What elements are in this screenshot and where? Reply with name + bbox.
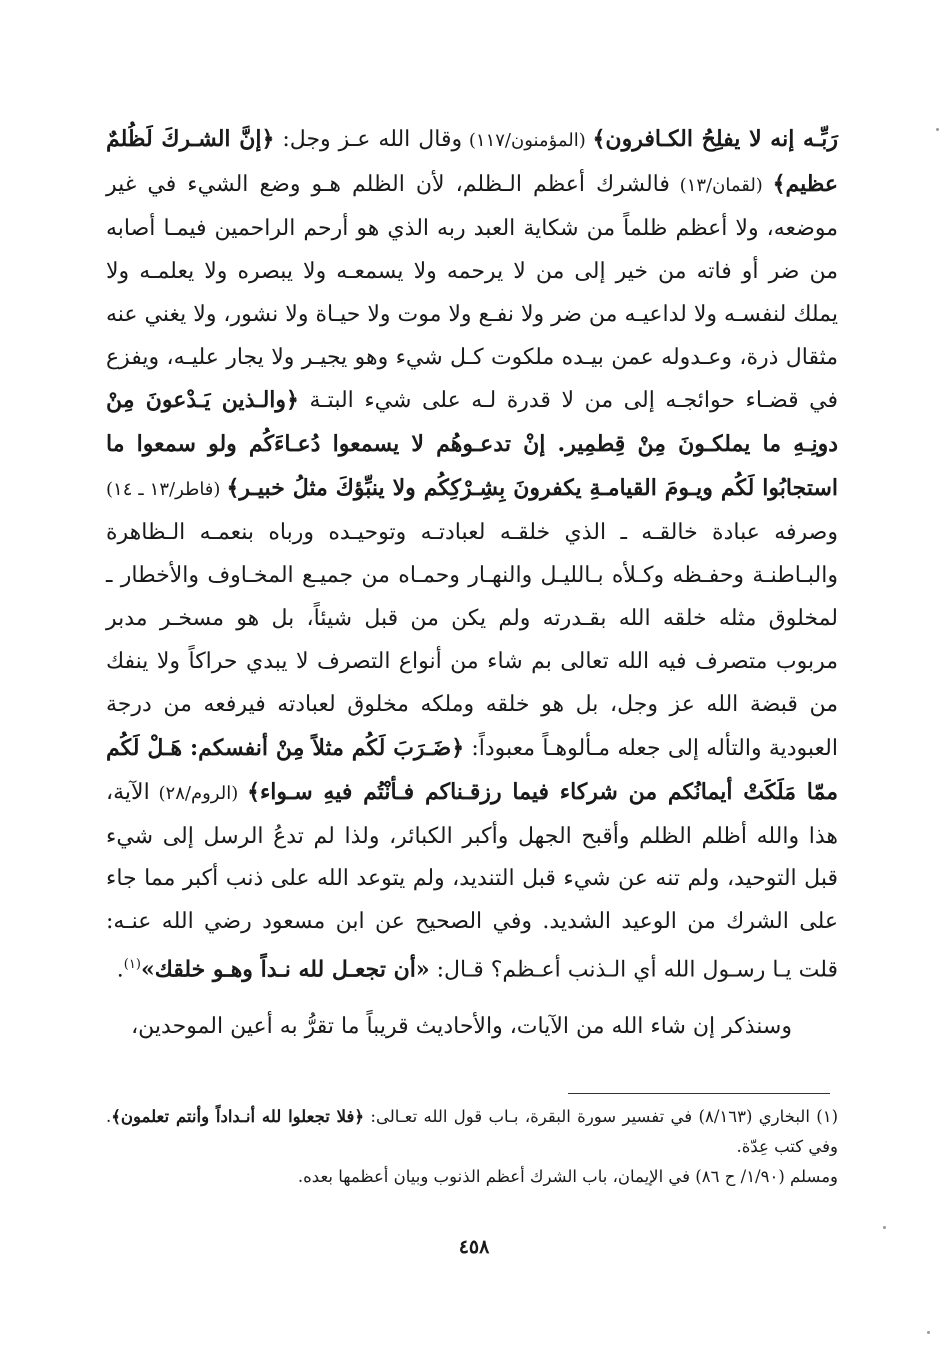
citation: (فاطر/١٣ ـ ١٤) [106, 479, 227, 501]
quote-text: ﴿فلا تجعلوا لله أنـداداً وأنتم تعلمون﴾ [111, 1107, 365, 1126]
citation: (لقمان/١٣) [669, 174, 773, 196]
footnotes [106, 1102, 838, 1192]
quote-text: ﴿ضَـرَبَ لَكُم مثلاً مِنْ أنفسكم: هَـلْ لَكُم ممّا مَلَكَتْ أيمانُكم من شركاء فيما رزقـناكم فـأنْتُم فيهِ سـواء﴾ [106, 734, 839, 805]
scan-speck [936, 128, 939, 131]
text-run: فالشرك أعظم الـظلم، لأن الظلم هـو وضع الشيء في غير موضعه، ولا أعظم ظلماً من شكاية العبد ربه الذي هو أرحم الراحمين فيمـا أصابه من ضر أو فاته من خير إلى من لا يرحمه ولا يسمعـه ولا يبصره ولا يعلمـه ولا يملك لنفسـه ولا لداعيـه من ضر ولا نفـع ولا موت ولا حيـاة ولا نشور، ولا يغني عنه مثقال ذرة، وعـدوله عمن بيـده ملكوت كـل شيء وهو يجيـر ولا يجار عليـه، ويفزع في قضـاء حوائجـه إلى من لا قدرة لـه على شيء البتـة [106, 171, 839, 414]
page-number: ٤٥٨ [458, 1236, 490, 1258]
paragraph-2: وسنذكر إن شاء الله من الآيات، والأحاديث قريباً ما تقرُّ به أعين الموحدين، [131, 1014, 792, 1040]
quote-text: رَبِّـه إنه لا يفلِحُ الكـافرون﴾ [592, 126, 838, 152]
text-run: . [116, 957, 124, 983]
text-run: وصرفه عبادة خالقـه ـ الذي خلقـه لعبادتـه وتوحيـده ورباه بنعمـه الـظاهرة والبـاطنـة وحفـظه وكـلأه بـالليـل والنهـار وحمـاه من جميـع المخـاوف والأخطار ـ لمخلوق مثله خلقه الله بقـدرته ولم يكن من قبل شيئاً، بل هو مسخـر مدبر مربوب متصرف فيه الله تعالى بم شاء من أنواع التصرف لا يبدي حراكاً ولا ينفك من قبضة الله عز وجل، بل هو خلقه وملكه مخلوق لعبادته فيرفعه من درجة العبودية والتأله إلى جعله مـألوهـاً معبوداً: [106, 520, 838, 761]
scan-speck [883, 1226, 886, 1229]
footnote-separator [568, 1093, 830, 1094]
text-run: الآية، هذا والله أظلم الظلم وأقبح الجهل وأكبر الكبائر، ولذا لم تدعُ الرسل إلى شيء قبل التوحيد، ولم تنه عن شيء قبل التنديد، ولم يتوعد الله على ذنب أكبر مما جاء على الشرك من الوعيد الشديد. وفي الصحيح عن ابن مسعود رضي الله عنـه: قلت يـا رسـول الله أي الـذنب أعـظم؟ قـال: [106, 779, 838, 983]
text-run: . وفي كتب عِدّة. [106, 1107, 838, 1156]
quote-text: ﴿والـذين يَـدْعونَ مِنْ دونِـهِ ما يملكـونَ مِنْ قِطمِير. إنْ تدعـوهُم لا يسمعوا دُعـاءَكُم ولو سمعوا ما استجابُوا لَكُم ويـومَ القيامـةِ يكفرونَ بِشِـرْكِكُم ولا ينبِّؤكَ مثلُ خبيـر﴾ [106, 387, 838, 502]
footnote-marker: (١) [123, 957, 141, 973]
quote-text: ﴿إنَّ الشـركَ لَظُلمٌ عظيم﴾ [106, 126, 838, 197]
citation: (المؤمنون/١١٧) [462, 130, 593, 151]
main-text [106, 118, 838, 1049]
citation: (الروم/٢٨) [149, 782, 248, 804]
footnote-1 [106, 1102, 838, 1162]
text-run: (١) البخاري (٨/١٦٣) في تفسير سورة البقرة، بـاب قول الله تعـالى: [364, 1107, 838, 1126]
scan-speck [927, 1331, 930, 1334]
footnote-2: ومسلم (١/٩٠/ ح ٨٦) في الإيمان، باب الشرك أعظم الذنوب وبيان أعظمها بعده. [297, 1167, 838, 1186]
quote-text: «أن تجعـل لله نـداً وهـو خلقك» [140, 956, 430, 983]
text-run: وقال الله عـز وجل: [274, 127, 463, 152]
paragraph-1 [106, 118, 838, 992]
